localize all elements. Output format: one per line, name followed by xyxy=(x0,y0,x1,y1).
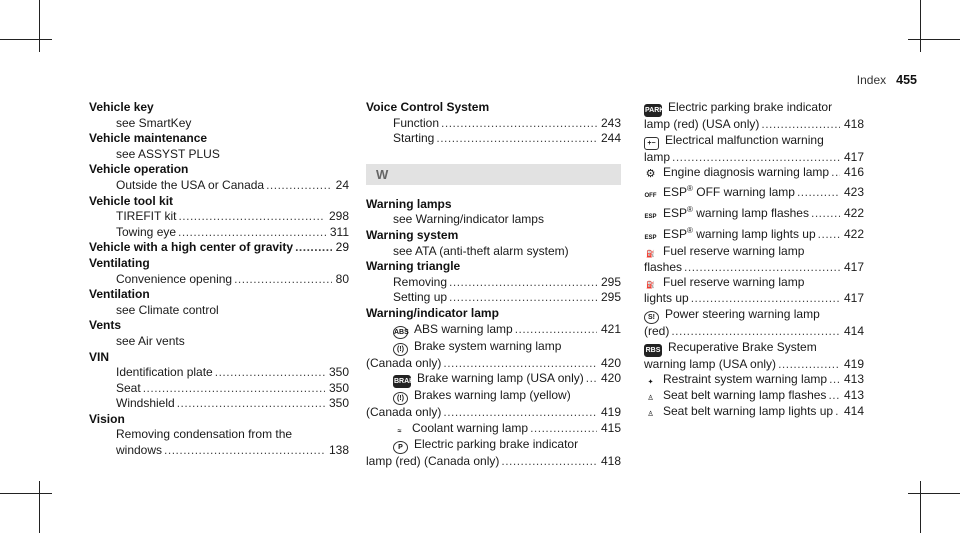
index-sub-entry: see Air vents xyxy=(116,333,185,348)
leader-dots xyxy=(436,131,597,147)
leader-dots xyxy=(691,291,840,307)
leader-dots xyxy=(449,290,597,306)
index-sub-entry[interactable]: Outside the USA or Canada ..... 24 xyxy=(89,178,349,194)
brake-system-icon: (!) xyxy=(393,343,408,356)
index-sub-entry[interactable]: ✦ Restraint system warning lamp ..... 413 xyxy=(644,372,864,388)
parking-brake-icon: P xyxy=(393,441,408,454)
index-sub-entry: see ASSYST PLUS xyxy=(116,146,220,161)
leader-dots xyxy=(831,165,840,181)
leader-dots xyxy=(234,272,332,288)
index-heading: Vision xyxy=(89,411,125,426)
index-sub-entry[interactable]: ESP ESP® warning lamp flashes ..... 422 xyxy=(644,202,864,223)
section-label: Index xyxy=(856,73,887,87)
crop-mark xyxy=(908,493,960,494)
page-ref[interactable]: 420 xyxy=(600,371,621,386)
index-sub-entry-continued[interactable]: lamp (red) (Canada only) ..... 418 xyxy=(366,454,621,470)
index-sub-entry[interactable]: Function ..... 243 xyxy=(366,116,621,132)
leader-dots xyxy=(761,117,840,133)
brakes-yellow-icon: (!) xyxy=(393,392,408,405)
index-sub-entry-continued[interactable]: lamp (red) (USA only) ..... 418 xyxy=(644,117,864,133)
page-ref[interactable]: 350 xyxy=(328,396,349,411)
index-sub-entry[interactable]: ⚙ Engine diagnosis warning lamp ..... 416 xyxy=(644,165,864,181)
restraint-system-icon: ✦ xyxy=(647,379,654,387)
index-column-2 xyxy=(366,100,621,469)
crop-mark xyxy=(920,0,921,52)
index-sub-entry[interactable]: Seat ..... 350 xyxy=(89,381,349,397)
page-ref[interactable]: 350 xyxy=(328,380,349,395)
crop-mark xyxy=(39,0,40,52)
page-ref[interactable]: 419 xyxy=(600,405,621,420)
index-sub-entry: Removing condensation from the xyxy=(116,427,293,442)
leader-dots xyxy=(164,443,325,459)
leader-dots xyxy=(835,404,840,420)
page-header xyxy=(857,73,917,87)
letter-divider: W xyxy=(366,164,621,185)
leader-dots xyxy=(443,356,597,372)
index-sub-entry: see Warning/indicator lamps xyxy=(393,212,544,227)
page-ref[interactable]: 298 xyxy=(328,209,349,224)
leader-dots xyxy=(811,206,840,222)
index-sub-entry[interactable]: BRAKEBrake warning lamp (USA only) ..... 420 xyxy=(366,371,621,388)
leader-dots xyxy=(215,365,325,381)
page-ref[interactable]: 421 xyxy=(600,321,621,336)
page-ref[interactable]: 243 xyxy=(600,115,621,130)
index-heading: VIN xyxy=(89,349,110,364)
index-sub-entry[interactable]: Identification plate ..... 350 xyxy=(89,365,349,381)
index-sub-entry: ⛽ Fuel reserve warning lamp xyxy=(644,275,864,291)
index-sub-entry: see SmartKey xyxy=(116,115,192,130)
page-ref[interactable]: 417 xyxy=(843,259,864,274)
index-sub-entry: see ATA (anti-theft alarm system) xyxy=(393,243,569,258)
index-sub-entry[interactable]: Removing ..... 295 xyxy=(366,275,621,291)
leader-dots xyxy=(671,324,840,340)
crop-mark xyxy=(39,481,40,533)
page-ref[interactable]: 295 xyxy=(600,274,621,289)
seat-belt-icon: ♙ xyxy=(647,411,654,419)
index-sub-entry: +− Electrical malfunction warning xyxy=(644,133,864,150)
index-sub-entry[interactable]: windows ..... 138 xyxy=(89,443,349,459)
index-sub-entry-continued[interactable]: (Canada only) ..... 419 xyxy=(366,405,621,421)
engine-icon: ⚙ xyxy=(645,168,656,181)
index-sub-entry[interactable]: Windshield ..... 350 xyxy=(89,396,349,412)
leader-dots xyxy=(829,372,840,388)
leader-dots xyxy=(266,178,332,194)
index-sub-entry[interactable]: Towing eye ..... 311 xyxy=(89,225,349,241)
seat-belt-icon: ♙ xyxy=(647,395,654,403)
page-ref[interactable]: 415 xyxy=(600,420,621,435)
page-ref[interactable]: 138 xyxy=(328,443,349,458)
leader-dots xyxy=(778,357,840,373)
page-ref[interactable]: 244 xyxy=(600,131,621,146)
battery-icon: +− xyxy=(644,137,659,150)
index-heading: Vehicle operation xyxy=(89,162,189,177)
index-sub-entry-continued[interactable]: warning lamp (USA only) ..... 419 xyxy=(644,357,864,373)
index-sub-entry: ⛽ Fuel reserve warning lamp xyxy=(644,244,864,260)
index-sub-entry: see Climate control xyxy=(116,302,219,317)
page-ref[interactable]: 311 xyxy=(329,224,349,239)
leader-dots xyxy=(443,405,597,421)
index-heading: Ventilating xyxy=(89,255,150,270)
page-ref[interactable]: 418 xyxy=(843,117,864,131)
leader-dots xyxy=(501,454,597,470)
page-ref[interactable]: 80 xyxy=(335,271,349,286)
coolant-icon: ≈ xyxy=(397,427,402,435)
park-icon: PARK xyxy=(644,104,662,117)
leader-dots xyxy=(295,240,332,256)
leader-dots xyxy=(586,371,597,387)
index-heading: Warning lamps xyxy=(366,196,452,211)
page-number: 455 xyxy=(896,73,917,87)
index-sub-entry: (!) Brakes warning lamp (yellow) xyxy=(366,388,621,405)
index-heading: Warning system xyxy=(366,227,459,242)
leader-dots xyxy=(515,322,597,338)
leader-dots xyxy=(672,150,840,166)
index-column-1 xyxy=(89,100,349,459)
index-heading: Voice Control System xyxy=(366,100,490,114)
index-sub-entry-continued[interactable]: lamp ..... 417 xyxy=(644,150,864,166)
index-sub-entry[interactable]: Setting up ..... 295 xyxy=(366,290,621,306)
index-sub-entry: P Electric parking brake indicator xyxy=(366,437,621,454)
index-sub-entry[interactable]: Starting ..... 244 xyxy=(366,131,621,147)
esp-icon: ESP xyxy=(644,234,657,241)
fuel-icon: ⛽ xyxy=(646,250,655,258)
index-sub-entry-continued[interactable]: (Canada only) ..... 420 xyxy=(366,356,621,372)
page-ref[interactable]: 419 xyxy=(843,356,864,371)
page-ref[interactable]: 295 xyxy=(600,290,621,305)
index-sub-entry: S! Power steering warning lamp xyxy=(644,307,864,324)
page-ref[interactable]: 350 xyxy=(328,365,349,380)
leader-dots xyxy=(797,185,840,201)
page-ref[interactable]: 414 xyxy=(843,404,864,419)
abs-warning-icon: ABS xyxy=(393,326,408,339)
index-heading: Warning triangle xyxy=(366,259,461,274)
rbs-icon: RBS xyxy=(644,344,662,357)
fuel-icon: ⛽ xyxy=(646,282,655,290)
leader-dots xyxy=(178,225,326,241)
brake-warning-icon: BRAKE xyxy=(393,375,411,388)
index-sub-entry[interactable]: ESP ESP® warning lamp lights up ..... 422 xyxy=(644,223,864,244)
crop-mark xyxy=(908,39,960,40)
index-sub-entry[interactable]: ABS ABS warning lamp ..... 421 xyxy=(366,322,621,339)
index-sub-entry[interactable]: TIREFIT kit ..... 298 xyxy=(89,209,349,225)
page-ref[interactable]: 417 xyxy=(843,291,864,306)
index-heading: Vents xyxy=(89,318,122,333)
page-ref[interactable]: 29 xyxy=(335,240,349,255)
esp-off-icon: OFF xyxy=(644,192,657,199)
index-sub-entry-continued[interactable]: (red) ..... 414 xyxy=(644,324,864,340)
crop-mark xyxy=(920,481,921,533)
page-ref[interactable]: 418 xyxy=(600,453,621,468)
esp-icon: ESP xyxy=(644,213,657,220)
page-ref[interactable]: 422 xyxy=(843,226,864,241)
leader-dots xyxy=(530,421,597,437)
index-sub-entry[interactable]: ♙ Seat belt warning lamp flashes ..... 413 xyxy=(644,388,864,404)
leader-dots xyxy=(818,227,840,243)
index-sub-entry-continued[interactable]: flashes ..... 417 xyxy=(644,260,864,276)
leader-dots xyxy=(178,209,325,225)
crop-mark xyxy=(0,493,52,494)
index-column-3 xyxy=(644,100,864,420)
page-ref[interactable]: 417 xyxy=(843,149,864,164)
page-ref[interactable]: 24 xyxy=(335,177,349,192)
index-sub-entry[interactable]: ♙ Seat belt warning lamp lights up ..... 414 xyxy=(644,404,864,420)
index-heading: Vehicle tool kit xyxy=(89,193,174,208)
index-heading: Vehicle key xyxy=(89,100,154,114)
index-sub-entry[interactable]: Convenience opening ..... 80 xyxy=(89,272,349,288)
index-sub-entry: (!) Brake system warning lamp xyxy=(366,339,621,356)
index-heading[interactable]: Vehicle with a high center of gravity ..... 29 xyxy=(89,240,349,256)
page-ref[interactable]: 413 xyxy=(843,372,864,387)
power-steering-icon: S! xyxy=(644,311,659,324)
leader-dots xyxy=(828,388,840,404)
leader-dots xyxy=(684,260,840,276)
index-sub-entry[interactable]: OFF ESP® OFF warning lamp ..... 423 xyxy=(644,181,864,202)
index-sub-entry-continued[interactable]: lights up ..... 417 xyxy=(644,291,864,307)
page-ref[interactable]: 420 xyxy=(600,355,621,370)
index-heading: Vehicle maintenance xyxy=(89,131,208,146)
index-sub-entry[interactable]: ≈ Coolant warning lamp ..... 415 xyxy=(366,421,621,437)
page-ref[interactable]: 423 xyxy=(843,184,864,199)
index-heading: Warning/indicator lamp xyxy=(366,305,499,320)
index-heading: Ventilation xyxy=(89,287,150,302)
index-sub-entry: RBS Recuperative Brake System xyxy=(644,340,864,357)
page-ref[interactable]: 414 xyxy=(843,323,864,338)
page-ref[interactable]: 422 xyxy=(843,205,864,220)
page-ref[interactable]: 416 xyxy=(843,165,864,180)
leader-dots xyxy=(449,275,597,291)
leader-dots xyxy=(441,116,597,132)
index-sub-entry: PARK Electric parking brake indicator xyxy=(644,100,864,117)
leader-dots xyxy=(143,381,325,397)
page-ref[interactable]: 413 xyxy=(843,388,864,403)
leader-dots xyxy=(177,396,325,412)
crop-mark xyxy=(0,39,52,40)
